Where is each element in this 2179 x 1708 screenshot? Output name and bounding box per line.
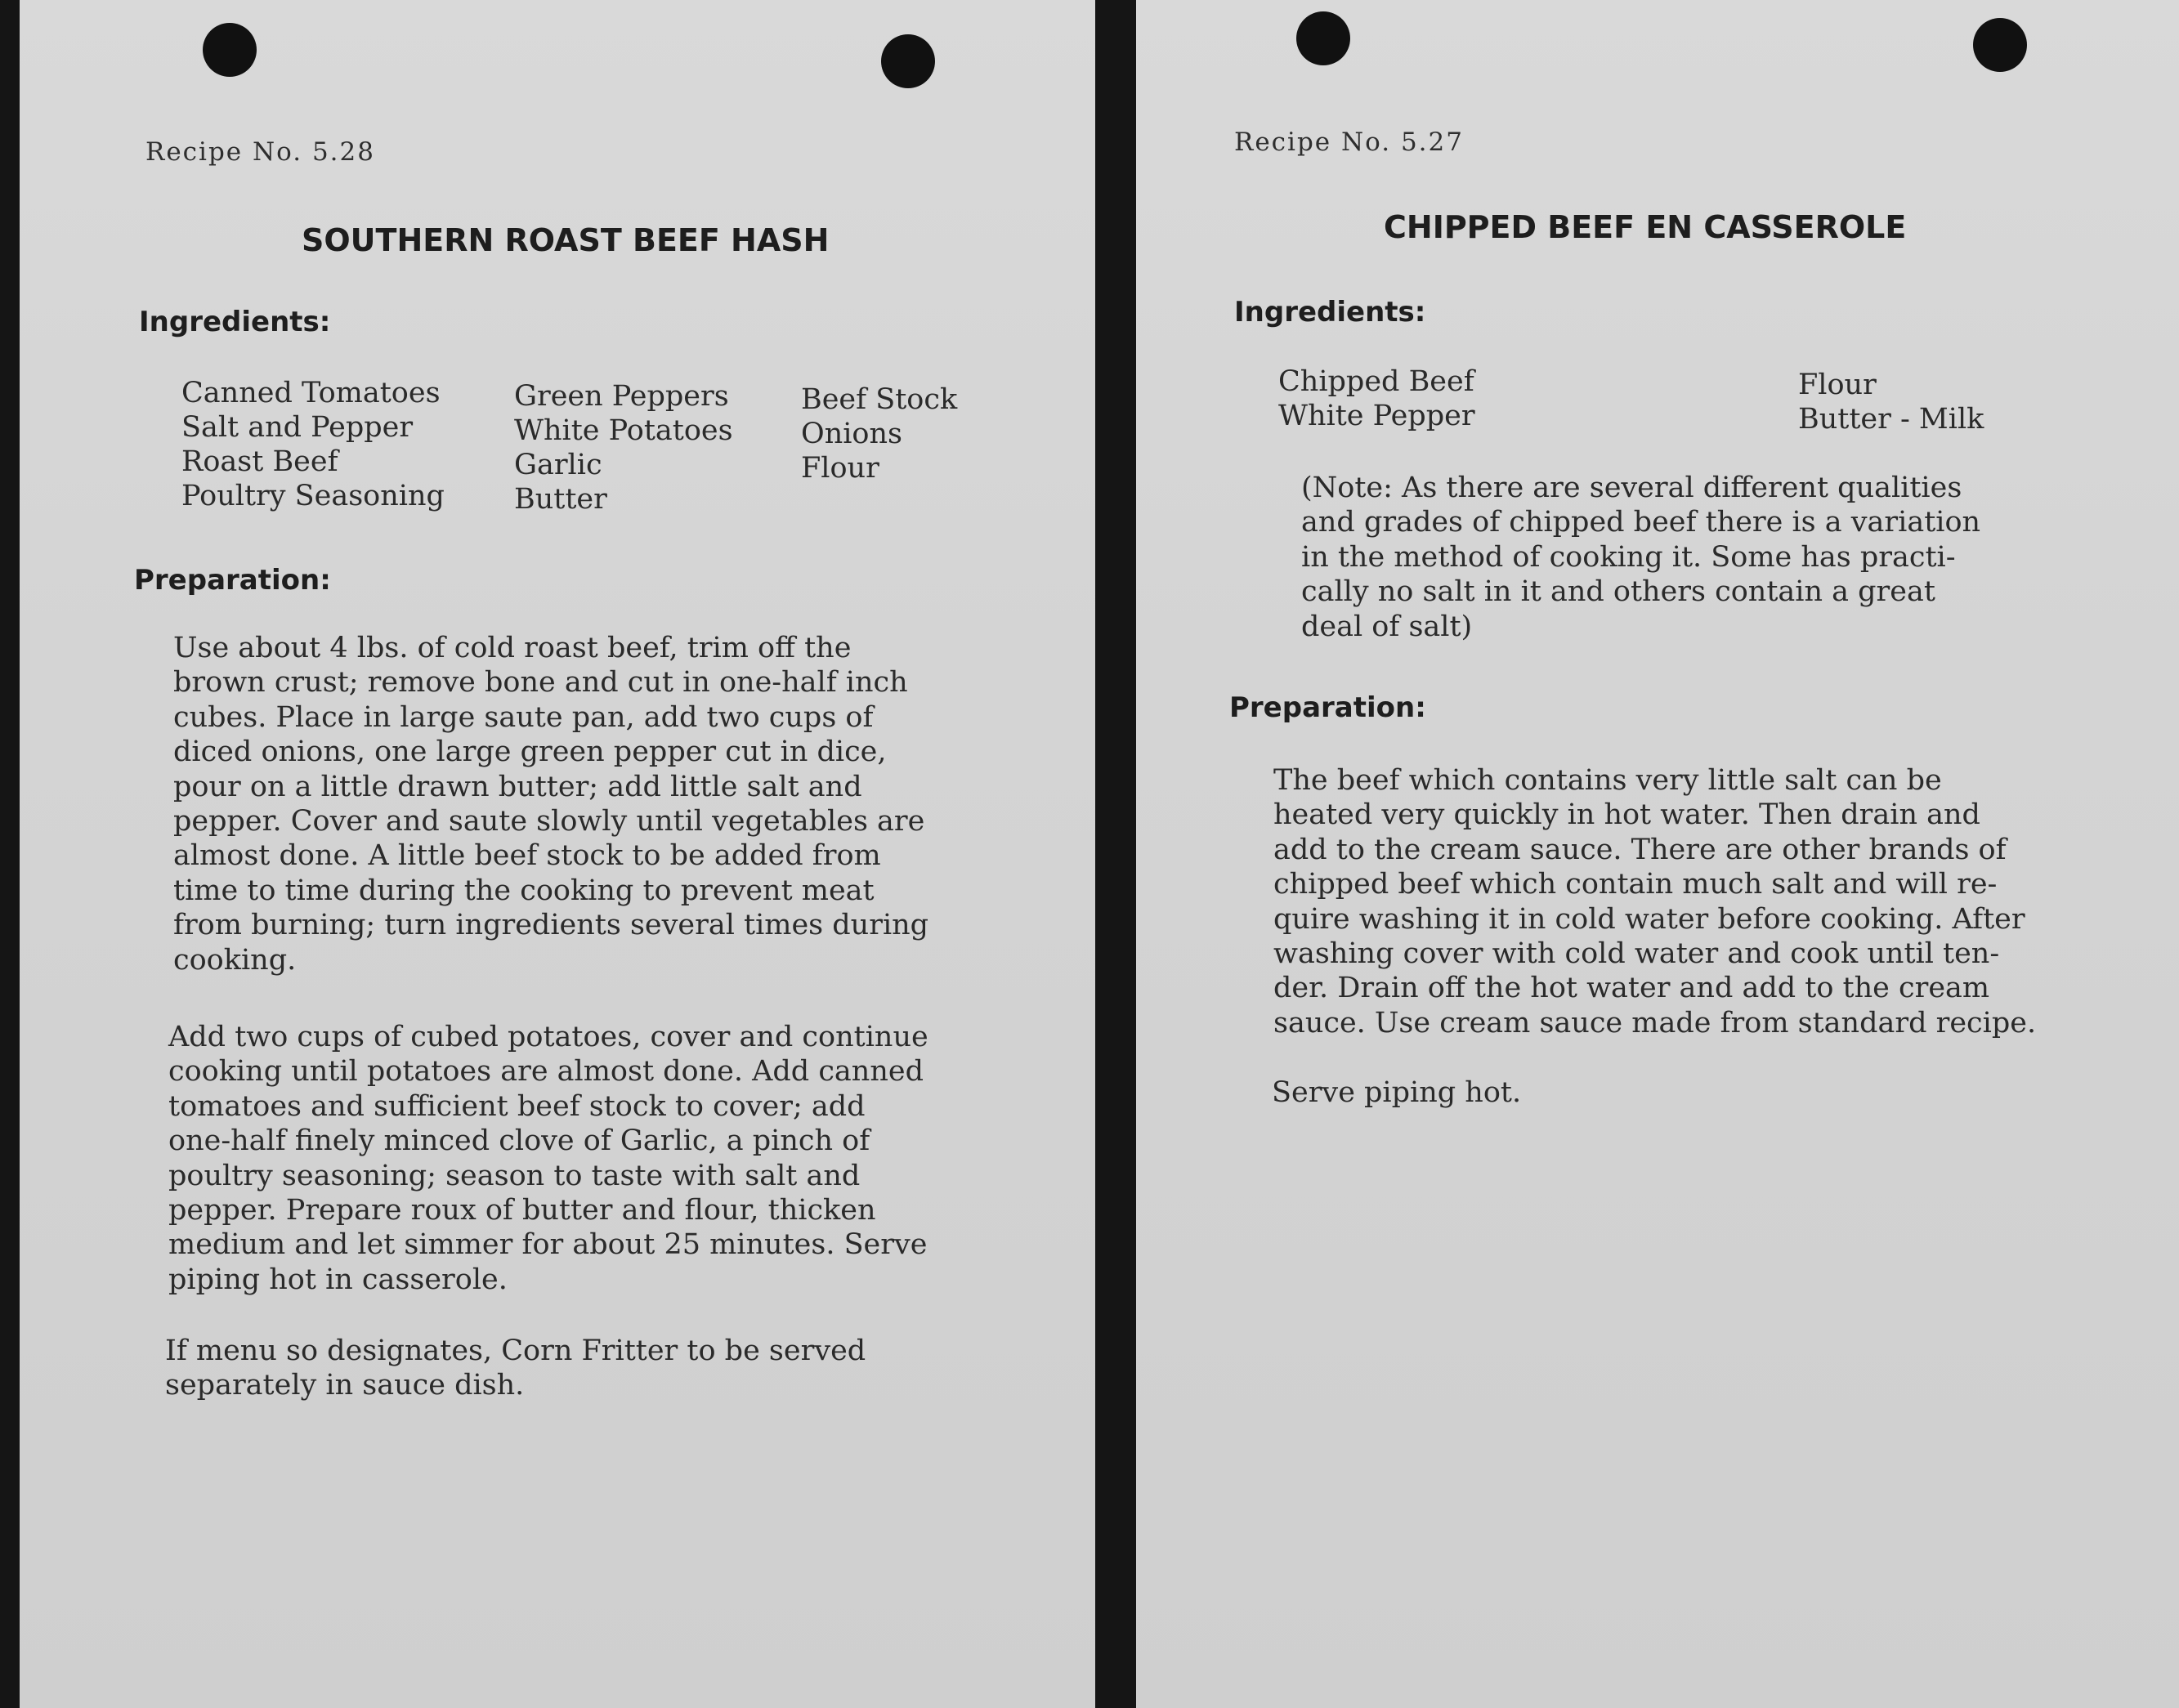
ingredients-column <box>801 382 957 485</box>
ingredient-item: Beef Stock <box>801 383 958 416</box>
note-paragraph: (Note: As there are several different qualities and grades of chipped beef there is a variation in the method of cooking it. Some has practi- cally no salt in it and others contain a great deal of salt) <box>1301 472 1981 643</box>
ingredient-item: Garlic <box>514 449 602 481</box>
ingredient-item: Canned Tomatoes <box>181 377 441 409</box>
preparation-paragraph: Serve piping hot. <box>1272 1076 1522 1109</box>
punch-hole <box>881 34 935 88</box>
recipe-card-5-28 <box>20 0 1095 1708</box>
preparation-paragraph: If menu so designates, Corn Fritter to be served separately in sauce dish. <box>165 1335 866 1402</box>
ingredient-item: Onions <box>801 418 903 450</box>
ingredient-item: Flour <box>801 452 879 485</box>
ingredient-item: Flour <box>1798 369 1877 401</box>
ingredients-column <box>1798 368 1984 436</box>
ingredient-item: White Pepper <box>1278 400 1475 432</box>
ingredient-item: Salt and Pepper <box>181 411 414 444</box>
punch-hole <box>203 23 257 77</box>
ingredients-column <box>181 376 445 513</box>
recipe-title: CHIPPED BEEF EN CASSEROLE <box>1384 209 1907 245</box>
preparation-heading: Preparation: <box>134 564 331 597</box>
ingredients-heading: Ingredients: <box>1234 296 1426 329</box>
ingredients-heading: Ingredients: <box>139 306 331 338</box>
preparation-heading: Preparation: <box>1229 691 1426 724</box>
ingredient-item: Butter - Milk <box>1798 403 1984 436</box>
ingredient-item: Poultry Seasoning <box>181 480 445 512</box>
ingredient-item: Roast Beef <box>181 445 338 478</box>
ingredients-column <box>514 379 733 516</box>
preparation-paragraph: The beef which contains very little salt can be heated very quickly in hot water. Then drain and add to the cream sauce. There are other brands of chipped beef which contain much salt and will re- quire washing it in cold water before cooking. After washing cover with cold water and cook until ten- der. Drain off the hot water and add to the cream sauce. Use cream sauce made from standard recipe. <box>1273 764 2037 1040</box>
recipe-number: Recipe No. 5.28 <box>145 137 375 167</box>
preparation-paragraph: Add two cups of cubed potatoes, cover and continue cooking until potatoes are almost done. Add canned tomatoes and sufficient beef stock to cover; add one-half finely minced clove of Garlic, a pinch of poultry seasoning; season to taste with salt and pepper. Prepare roux of butter and flour, thicken medium and let simmer for about 25 minutes. Serve piping hot in casserole. <box>168 1021 928 1296</box>
ingredients-column <box>1278 364 1475 433</box>
ingredient-item: Butter <box>514 483 607 516</box>
recipe-title: SOUTHERN ROAST BEEF HASH <box>302 222 830 258</box>
ingredient-item: Chipped Beef <box>1278 365 1474 398</box>
recipe-card-5-27 <box>1136 0 2179 1708</box>
punch-hole <box>1973 18 2027 72</box>
punch-hole <box>1296 11 1350 65</box>
preparation-paragraph: Use about 4 lbs. of cold roast beef, trim off the brown crust; remove bone and cut in one-half inch cubes. Place in large saute pan, add two cups of diced onions, one large green pepper cut in dice, pour on a little drawn butter; add little salt and pepper. Cover and saute slowly until vegetables are almost done. A little beef stock to be added from time to time during the cooking to prevent meat from burning; turn ingredients several times during cooking. <box>173 632 929 977</box>
ingredient-item: White Potatoes <box>514 414 733 447</box>
ingredient-item: Green Peppers <box>514 380 729 413</box>
recipe-number: Recipe No. 5.27 <box>1234 127 1464 157</box>
